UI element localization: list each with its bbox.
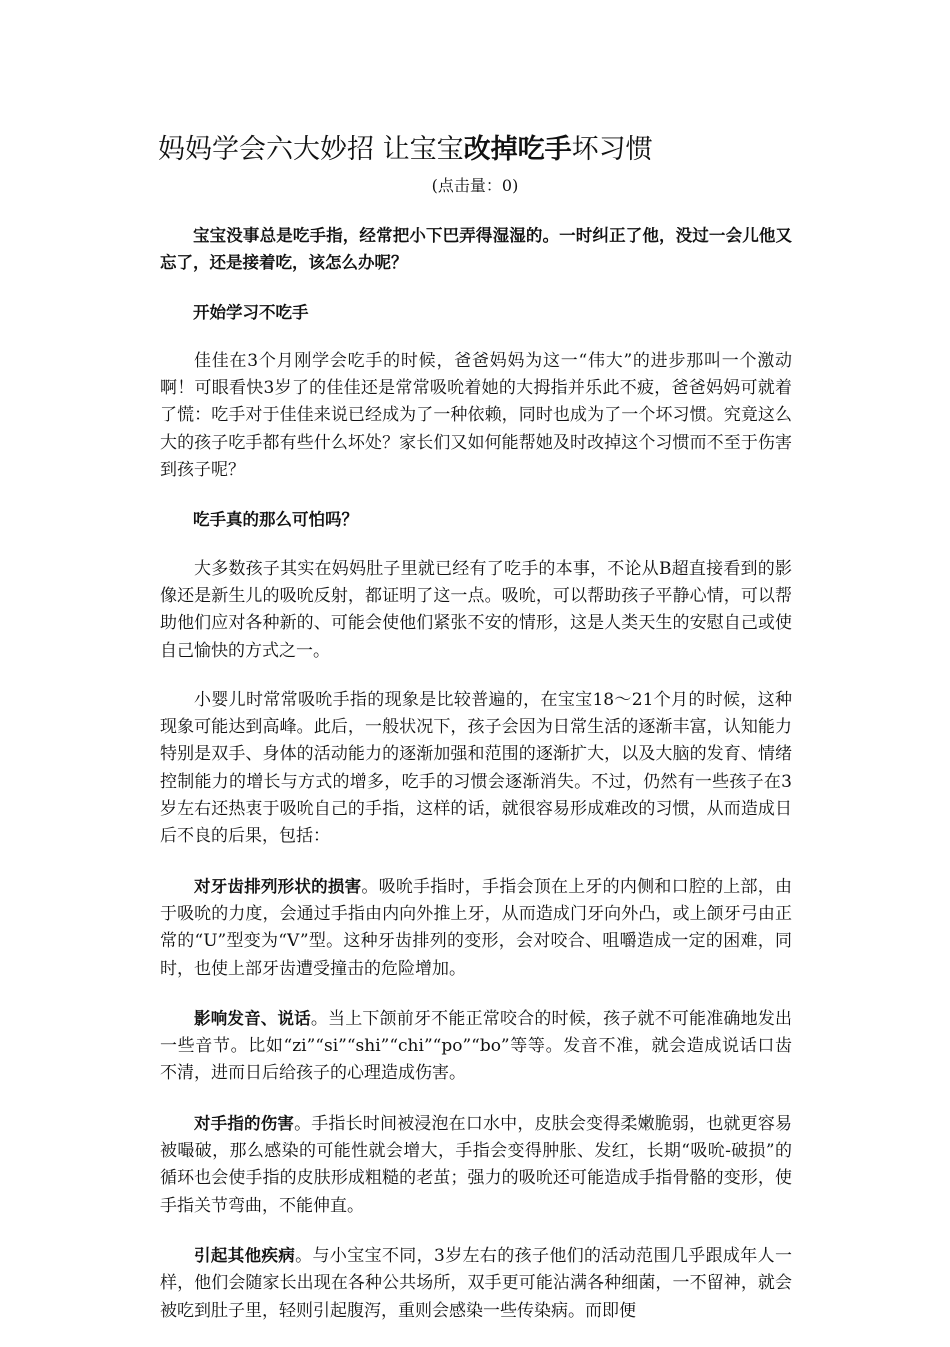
- point-disease-title: 引起其他疾病: [194, 1245, 296, 1265]
- title-part-2: 坏习惯: [571, 134, 653, 165]
- paragraph-1: 佳佳在3个月刚学会吃手的时候，爸爸妈妈为这一“伟大”的进步那叫一个激动啊！可眼看快3岁了的佳佳还是常常吸吮着她的大拇指并乐此不疲，爸爸妈妈可就着了慌：吃手对于佳佳来说已经成为了一种依赖，同时也成为了一个坏习惯。究竟这么大的孩子吃手都有些什么坏处？家长们又如何能帮她及时改掉这个习惯而不至于伤害到孩子呢？: [160, 350, 792, 481]
- section-heading-2: 吃手真的那么可怕吗？: [193, 510, 358, 530]
- point-speech-text: 。当上下颌前牙不能正常咬合的时候，孩子就不可能准确地发出一些音节。比如“zi”“si”“shi”“chi”“po”“bo”等等。发音不准，就会造成说话口齿不清，进而日后给孩子的心理造成伤害。: [160, 1008, 793, 1084]
- title-bold-part: 改掉吃手: [463, 134, 572, 165]
- point-finger-title: 对手指的伤害: [194, 1113, 295, 1133]
- point-teeth: [160, 873, 792, 983]
- point-disease-text: 。与小宝宝不同，3岁左右的孩子他们的活动范围几乎跟成年人一样，他们会随家长出现在各种公共场所，双手更可能沾满各种细菌，一不留神，就会被吃到肚子里，轻则引起腹泻，重则会感染一些传染病。而即便: [160, 1245, 792, 1321]
- point-speech-title: 影响发音、说话: [194, 1008, 311, 1028]
- article-title: [158, 132, 838, 168]
- point-finger-text: 。手指长时间被浸泡在口水中，皮肤会变得柔嫩脆弱，也就更容易被嘬破，那么感染的可能性就会增大，手指会变得肿胀、发红，长期“吸吮-破损”的循环也会使手指的皮肤形成粗糙的老茧；强力的吸吮还可能造成手指骨骼的变形，使手指关节弯曲，不能伸直。: [160, 1113, 793, 1216]
- point-finger: [160, 1110, 792, 1220]
- point-speech: [160, 1005, 792, 1088]
- paragraph-3: 小婴儿时常常吸吮手指的现象是比较普遍的，在宝宝18～21个月的时候，这种现象可能达到高峰。此后，一般状况下，孩子会因为日常生活的逐渐丰富，认知能力特别是双手、身体的活动能力的逐渐加强和范围的逐渐扩大，以及大脑的发育、情绪控制能力的增长与方式的增多，吃手的习惯会逐渐消失。不过，仍然有一些孩子在3岁左右还热衷于吸吮自己的手指，这样的话，就很容易形成难改的习惯，从而造成日后不良的后果，包括：: [160, 689, 792, 847]
- point-disease: [160, 1242, 792, 1325]
- article-body: [160, 222, 792, 1347]
- point-teeth-title: 对牙齿排列形状的损害: [194, 876, 362, 896]
- point-teeth-text: 。吸吮手指时，手指会顶在上牙的内侧和口腔的上部，由于吸吮的力度，会通过手指由内向外推上牙，从而造成门牙向外凸，或上颌牙弓由正常的“U”型变为“V”型。这种牙齿排列的变形，会对咬合、咀嚼造成一定的困难，同时，也使上部牙齿遭受撞击的危险增加。: [160, 876, 793, 979]
- intro-paragraph: 宝宝没事总是吃手指，经常把小下巴弄得湿湿的。一时纠正了他，没过一会儿他又忘了，还是接着吃，该怎么办呢？: [160, 226, 792, 273]
- click-count: (点击量：0): [431, 176, 519, 195]
- section-heading-1: 开始学习不吃手: [193, 302, 309, 322]
- title-part-1: 妈妈学会六大妙招 让宝宝: [158, 134, 464, 165]
- paragraph-2: 大多数孩子其实在妈妈肚子里就已经有了吃手的本事，不论从B超直接看到的影像还是新生儿的吸吮反射，都证明了这一点。吸吮，可以帮助孩子平静心情，可以帮助他们应对各种新的、可能会使他们紧张不安的情形，这是人类天生的安慰自己或使自己愉快的方式之一。: [160, 558, 792, 661]
